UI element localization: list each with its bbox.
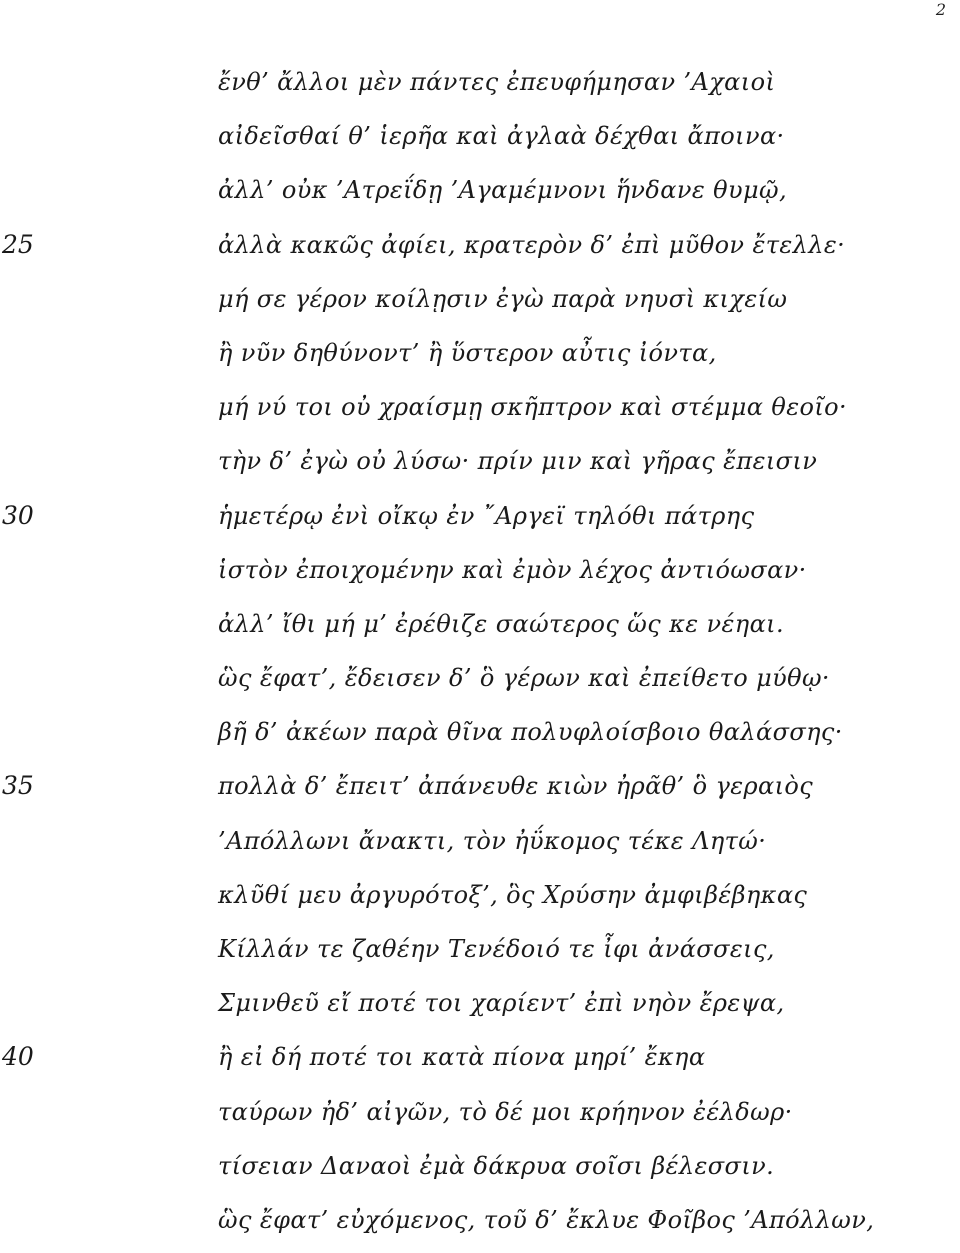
verse-text: ἡμετέρῳ ἐνὶ οἴκῳ ἐν ῎Αργεϊ τηλόθι πάτρης: [218, 501, 755, 530]
page-number: 2: [935, 0, 946, 19]
verse-text: ἀλλ’ ἴθι μή μ’ ἐρέθιζε σαώτερος ὥς κε νέηαι.: [218, 609, 785, 638]
line-number: 30: [2, 500, 34, 530]
verse-line: [0, 651, 960, 705]
poem-body: [0, 55, 960, 1247]
verse-text: ἀλλ’ οὐκ ’Ατρεΐδῃ ’Αγαμέμνονι ἥνδανε θυμῷ,: [218, 176, 787, 205]
verse-line: [0, 759, 960, 813]
verse-line: [0, 55, 960, 109]
verse-text: ἀλλὰ κακῶς ἀφίει, κρατερὸν δ’ ἐπὶ μῦθον ἔτελλε·: [218, 230, 846, 259]
verse-text: ταύρων ἠδ’ αἰγῶν, τὸ δέ μοι κρήηνον ἐέλδωρ·: [218, 1097, 793, 1126]
verse-line: [0, 868, 960, 922]
verse-line: [0, 434, 960, 488]
verse-text: τὴν δ’ ἐγὼ οὐ λύσω· πρίν μιν καὶ γῆρας ἔπεισιν: [218, 447, 818, 476]
verse-text: ’Απόλλωνι ἄνακτι, τὸν ἠΰκομος τέκε Λητώ·: [218, 826, 767, 855]
verse-line: [0, 814, 960, 868]
verse-line: [0, 1139, 960, 1193]
verse-line: [0, 1193, 960, 1247]
line-number: 40: [2, 1042, 34, 1072]
verse-text: ἢ εἰ δή ποτέ τοι κατὰ πίονα μηρί’ ἔκηα: [218, 1043, 706, 1072]
verse-text: ἔνθ’ ἄλλοι μὲν πάντες ἐπευφήμησαν ’Αχαιοὶ: [218, 68, 776, 96]
verse-text: Κίλλάν τε ζαθέην Τενέδοιό τε ἶφι ἀνάσσεις,: [218, 935, 775, 963]
verse-line: [0, 109, 960, 163]
verse-text: ἢ νῦν δηθύνοντ’ ἢ ὕστερον αὖτις ἰόντα,: [218, 338, 717, 367]
verse-text: ὣς ἔφατ’, ἔδεισεν δ’ ὃ γέρων καὶ ἐπείθετο μύθῳ·: [218, 664, 830, 693]
verse-text: Σμινθεῦ εἴ ποτέ τοι χαρίεντ’ ἐπὶ νηὸν ἔρεψα,: [218, 989, 785, 1018]
verse-text: μή νύ τοι οὐ χραίσμῃ σκῆπτρον καὶ στέμμα θεοῖο·: [218, 393, 848, 422]
verse-line: [0, 922, 960, 976]
verse-line: [0, 705, 960, 759]
verse-line: [0, 489, 960, 543]
verse-text: πολλὰ δ’ ἔπειτ’ ἀπάνευθε κιὼν ἠρᾶθ’ ὃ γεραιὸς: [218, 772, 814, 801]
verse-line: [0, 543, 960, 597]
verse-line: [0, 272, 960, 326]
verse-text: ἱστὸν ἐποιχομένην καὶ ἐμὸν λέχος ἀντιόωσαν·: [218, 555, 807, 584]
verse-line: [0, 218, 960, 272]
verse-line: [0, 380, 960, 434]
verse-text: βῆ δ’ ἀκέων παρὰ θῖνα πολυφλοίσβοιο θαλάσσης·: [218, 718, 843, 747]
line-number: 25: [2, 229, 34, 259]
verse-line: [0, 1085, 960, 1139]
verse-text: αἰδεῖσθαί θ’ ἱερῆα καὶ ἀγλαὰ δέχθαι ἄποινα·: [218, 122, 785, 151]
verse-text: τίσειαν Δαναοὶ ἐμὰ δάκρυα σοῖσι βέλεσσιν.: [218, 1151, 775, 1180]
verse-line: [0, 163, 960, 217]
verse-text: κλῦθί μευ ἀργυρότοξ’, ὃς Χρύσην ἀμφιβέβηκας: [218, 880, 808, 909]
verse-line: [0, 976, 960, 1030]
line-number: 35: [2, 771, 34, 801]
verse-line: [0, 1030, 960, 1084]
verse-line: [0, 326, 960, 380]
verse-text: μή σε γέρον κοίλῃσιν ἐγὼ παρὰ νηυσὶ κιχείω: [218, 284, 788, 313]
verse-line: [0, 597, 960, 651]
verse-text: ὣς ἔφατ’ εὐχόμενος, τοῦ δ’ ἔκλυε Φοῖβος ’Απόλλων,: [218, 1205, 875, 1234]
